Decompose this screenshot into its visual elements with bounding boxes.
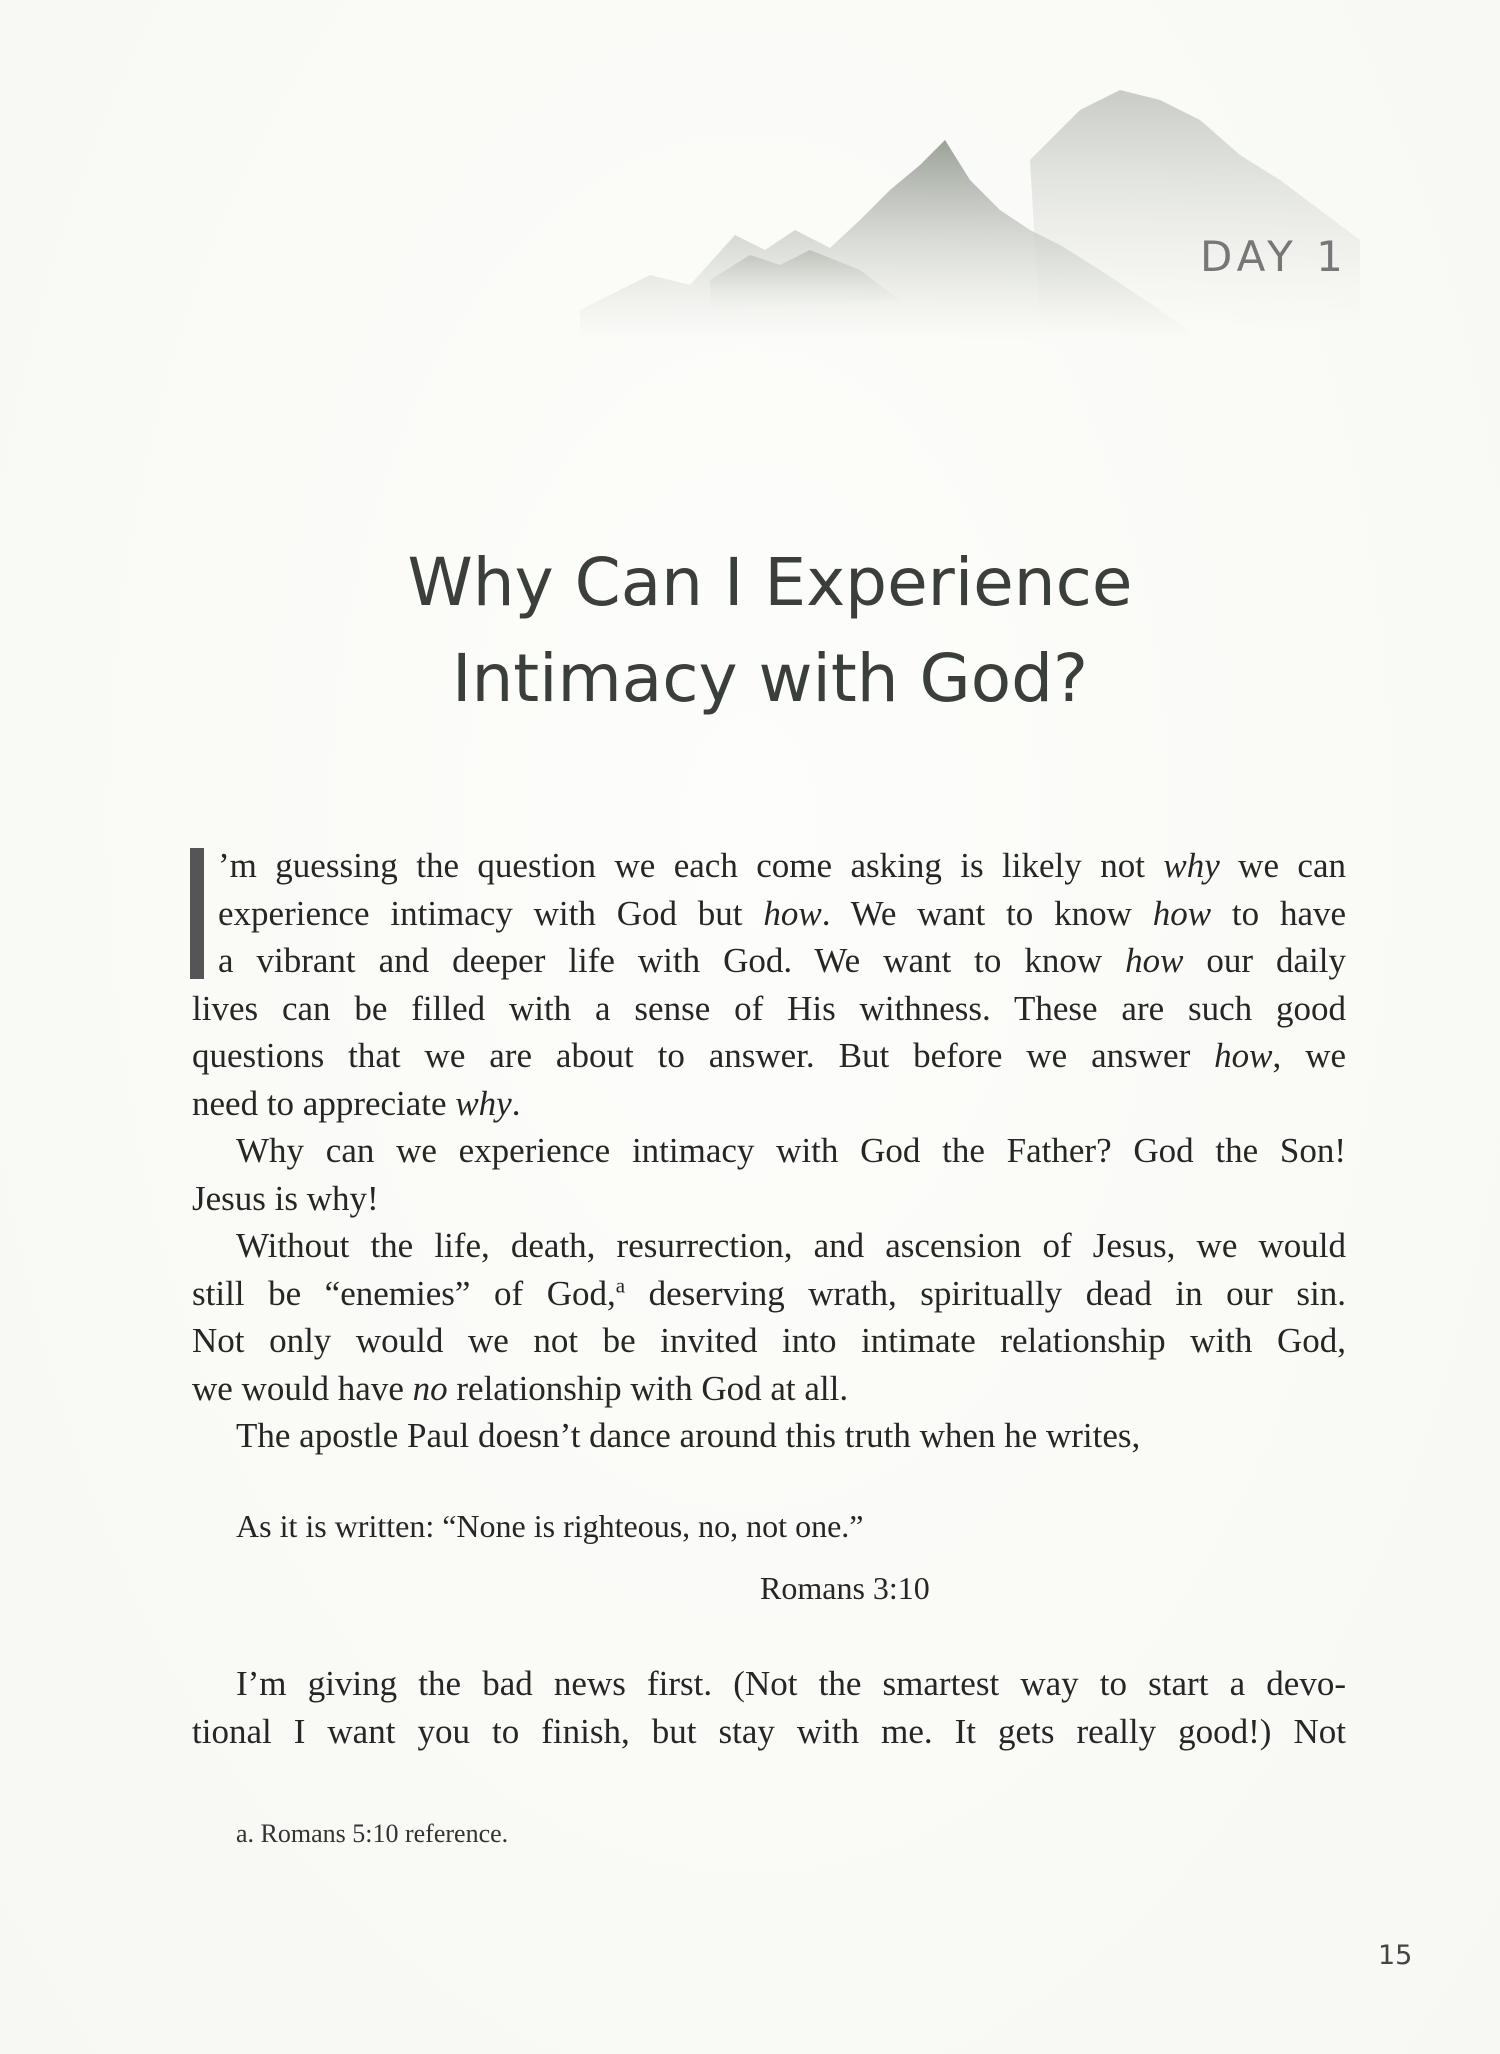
paragraph-line: The apostle Paul doesn’t dance around this truth when he writes,	[236, 1416, 1141, 1455]
scripture-reference: Romans 3:10	[760, 1570, 930, 1606]
paragraph-line: ’m guessing the question we each come asking is likely not why we can	[218, 846, 1346, 885]
paragraph-line: lives can be filled with a sense of His withness. These are such good	[192, 988, 1346, 1028]
paragraph-line: still be “enemies” of God,$^a$ deserving wrath, spiritually dead in our sin.	[192, 1272, 1346, 1313]
paragraph-5	[192, 1660, 1346, 1755]
drop-cap-letter-i	[190, 848, 204, 979]
mountain-illustration-icon	[560, 70, 1360, 370]
day-label: DAY 1	[1200, 232, 1348, 281]
scripture-quote: As it is written: “None is righteous, no, not one.”	[236, 1508, 864, 1544]
chapter-title-line-2: Intimacy with God?	[451, 640, 1089, 717]
paragraph-line: Why can we experience intimacy with God the Father? God the Son!	[236, 1131, 1346, 1170]
paragraph-line: Jesus is why!	[192, 1178, 379, 1218]
paragraph-line: questions that we are about to answer. But before we answer how, we	[192, 1036, 1347, 1075]
body-text-block	[192, 842, 1346, 1460]
paragraph-line: I’m giving the bad news first. (Not the smartest way to start a devo-	[236, 1664, 1346, 1703]
paragraph-line: we would have no relationship with God at all.	[192, 1368, 849, 1408]
page-number: 15	[1378, 1940, 1413, 1971]
paragraph-line: tional I want you to finish, but stay with me. It gets really good!) Not	[192, 1711, 1346, 1751]
chapter-title	[200, 535, 1340, 727]
paragraph-4	[192, 1412, 1346, 1460]
chapter-title-line-1: Why Can I Experience	[407, 544, 1133, 621]
paragraph-line: a vibrant and deeper life with God. We want to know how our daily	[218, 941, 1346, 980]
paragraph-line: experience intimacy with God but how. We want to know how to have	[218, 893, 1347, 933]
paragraph-line: Not only would we not be invited into intimate relationship with God,	[192, 1321, 1346, 1360]
footnote: a. Romans 5:10 reference.	[236, 1819, 509, 1848]
paragraph-line: need to appreciate why.	[192, 1083, 521, 1123]
paragraph-line: Without the life, death, resurrection, and ascension of Jesus, we would	[236, 1226, 1346, 1265]
opening-paragraph	[192, 842, 1346, 1127]
footnote-marker: a	[615, 1272, 626, 1297]
paragraph-2	[192, 1127, 1346, 1222]
paragraph-3	[192, 1222, 1346, 1412]
